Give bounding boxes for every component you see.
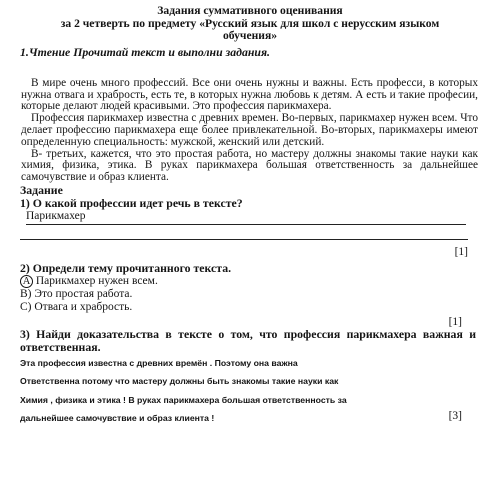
header-line-1: Задания суммативного оценивания bbox=[157, 4, 343, 17]
option-c: C) Отвага и храбрость. bbox=[20, 300, 133, 313]
answer-line-1: Эта профессия известна с древних времён . Поэтому она важна bbox=[20, 357, 298, 368]
section-title: 1.Чтение Прочитай текст и выполни задания. bbox=[20, 44, 271, 59]
question-1-answer-line bbox=[26, 210, 466, 225]
question-3-mark: [3] bbox=[448, 409, 462, 422]
option-b: B) Это простая работа. bbox=[20, 287, 133, 300]
question-1-mark: [1] bbox=[454, 245, 468, 258]
answer-line-4: дальнейшее самочувствие и образ клиента ! bbox=[20, 413, 215, 424]
question-3-answer bbox=[0, 354, 500, 428]
answer-line-2: Ответственна потому что мастеру должны быть знакомы такие науки как bbox=[20, 376, 339, 387]
answer-line-3: Химия , физика и этика ! В руках парикмахера большая ответственность за bbox=[20, 394, 347, 405]
question-3: 3) Найди доказательства в тексте о том, что профессия парикмахера важная и ответственная. bbox=[20, 326, 476, 354]
circled-option-letter: A bbox=[20, 275, 33, 288]
text-paragraph-2: Профессия парикмахер известна с древних времен. Во-первых, парикмахер нужен всем. Что делает профессию парикмахера еще более привлекательной. Во-вторых, парикмахеры имеют определенную специальность: мужской, женский или детский. bbox=[21, 112, 478, 148]
header-line-2: за 2 четверть по предмету «Русский язык для школ с нерусским языком bbox=[60, 16, 440, 30]
question-2-mark-row bbox=[0, 314, 500, 328]
question-2: 2) Определи тему прочитанного текста. bbox=[20, 260, 232, 275]
worksheet-header bbox=[0, 5, 500, 43]
option-a bbox=[20, 275, 500, 288]
text-paragraph-1: В мире очень много профессий. Все они очень нужны и важны. Есть професси, в которых нужна отвага и храбрость, есть те, в которых нужна любовь к детям. А есть и такие професии, которые делают людей красивыми. Это профессия парикмахера. bbox=[21, 76, 478, 113]
question-1: 1) О какой профессии идет речь в тексте? bbox=[20, 195, 243, 210]
question-2-mark: [1] bbox=[448, 315, 462, 328]
question-1-mark-row bbox=[0, 240, 500, 260]
header-line-3: обучения» bbox=[222, 29, 278, 43]
option-a-text: Парикмахер нужен всем. bbox=[35, 274, 158, 287]
blank-line bbox=[20, 225, 468, 240]
task-label: Задание bbox=[20, 182, 63, 197]
text-paragraph-3: В- третьих, кажется, что это простая работа, но мастеру должны знакомы такие науки как химия, физика, этика. В руках парикмахера большая ответственность за дальнейшее самочувствие и образ клиента. bbox=[21, 147, 478, 184]
question-1-answer: Парикмахер bbox=[26, 209, 86, 222]
